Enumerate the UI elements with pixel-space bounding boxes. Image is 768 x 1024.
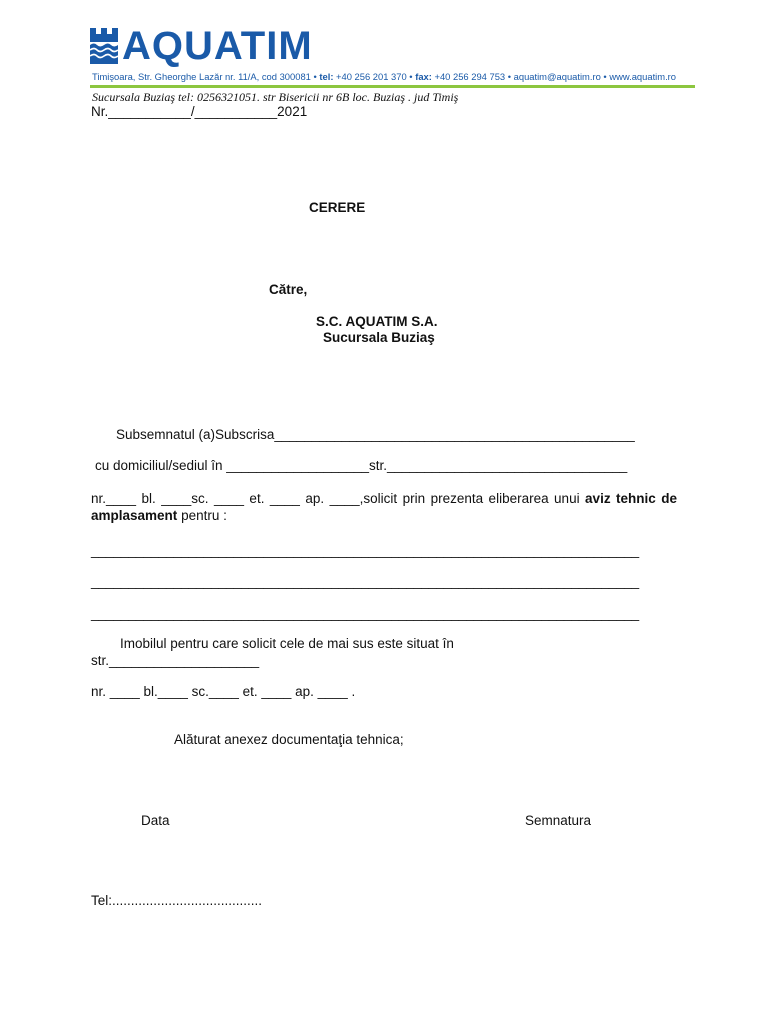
blank-line: _________________________________________________________________________	[91, 574, 640, 589]
tel-line: Tel:........................................	[91, 893, 263, 908]
fax-label: fax:	[415, 71, 432, 82]
branch-info: Sucursala Buziaş tel: 0256321051. str Bisericii nr 6B loc. Buziaş . jud Timiş	[92, 90, 459, 104]
property-address-line: nr. ____ bl.____ sc.____ et. ____ ap. ____ .	[91, 684, 356, 699]
request-paragraph	[91, 490, 677, 524]
blank-line: _________________________________________________________________________	[91, 606, 640, 621]
document-title: CERERE	[309, 200, 366, 215]
attachment-line: Alăturat anexez documentaţia tehnica;	[174, 732, 404, 747]
registration-number: Nr.___________/___________2021	[91, 104, 308, 119]
date-label: Data	[141, 813, 170, 828]
property-line: Imobilul pentru care solicit cele de mai sus este situat în	[120, 636, 454, 651]
aquatim-logo-icon	[90, 28, 118, 64]
request-bold-text: aviz tehnic de amplasament	[91, 491, 677, 523]
signature-label: Semnatura	[525, 813, 592, 828]
website-text: www.aquatim.ro	[609, 71, 677, 82]
blank-line: _________________________________________________________________________	[91, 543, 640, 558]
street-line: str.____________________	[91, 653, 260, 668]
email-text: aquatim@aquatim.ro	[513, 71, 601, 82]
recipient-to: Către,	[269, 282, 308, 297]
tel-label: tel:	[319, 71, 334, 82]
subscriber-line: Subsemnatul (a)Subscrisa________________________________________________	[116, 427, 635, 442]
tel-value: +40 256 201 370	[336, 71, 407, 82]
company-address: Timişoara, Str. Gheorghe Lazăr nr. 11/A, cod 300081	[92, 71, 311, 82]
address-request-text: nr.____ bl. ____sc. ____ et. ____ ap. ____,solicit prin prezenta eliberarea unui	[91, 491, 580, 506]
domicile-line: cu domiciliul/sediul în ___________________str.________________________________	[95, 458, 628, 473]
contact-line: Timişoara, Str. Gheorghe Lazăr nr. 11/A, cod 300081 • tel: +40 256 201 370 • fax: +40 256 294 753 • aquatim@aquatim.ro • www.aquatim.ro	[92, 71, 677, 82]
header-divider	[90, 85, 695, 88]
recipient-company: S.C. AQUATIM S.A.	[316, 314, 438, 329]
fax-value: +40 256 294 753	[434, 71, 506, 82]
request-end-text: pentru :	[181, 508, 227, 523]
logo-wordmark: AQUATIM	[122, 24, 313, 68]
recipient-branch: Sucursala Buziaş	[323, 330, 435, 345]
